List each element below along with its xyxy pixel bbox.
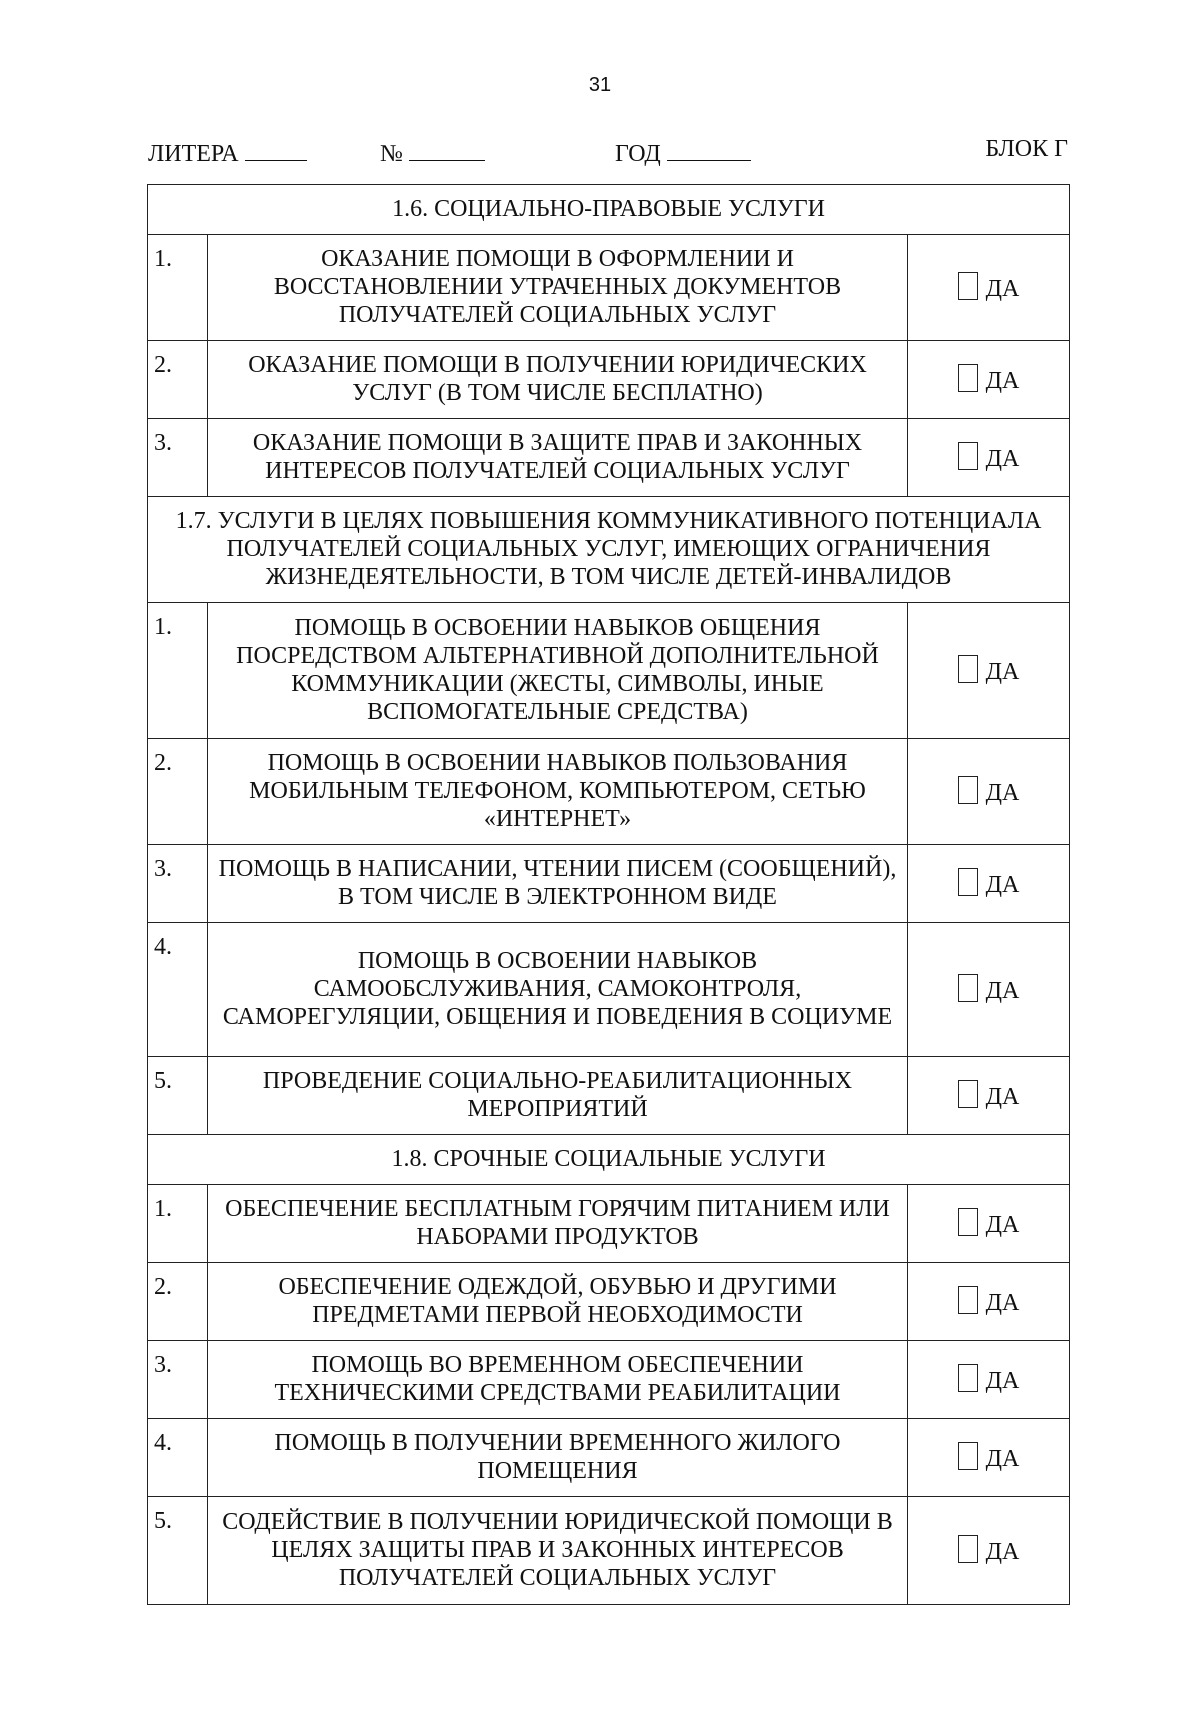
block-label: БЛОК Г	[985, 136, 1068, 162]
section-title: 1.8. СРОЧНЫЕ СОЦИАЛЬНЫЕ УСЛУГИ	[148, 1135, 1070, 1185]
year-label: ГОД	[615, 141, 661, 167]
yes-label: ДА	[985, 1368, 1020, 1394]
table-row	[148, 235, 1070, 341]
yes-checkbox-cell[interactable]	[908, 1341, 1070, 1419]
yes-checkbox[interactable]	[958, 1286, 978, 1314]
yes-checkbox[interactable]	[958, 442, 978, 470]
yes-checkbox[interactable]	[958, 776, 978, 804]
item-number: 2.	[148, 1263, 208, 1341]
section-title: 1.6. СОЦИАЛЬНО-ПРАВОВЫЕ УСЛУГИ	[148, 185, 1070, 235]
year-field[interactable]	[615, 136, 751, 168]
table-row	[148, 1419, 1070, 1497]
yes-checkbox-cell[interactable]	[908, 341, 1070, 419]
yes-checkbox-cell[interactable]	[908, 923, 1070, 1057]
item-number: 5.	[148, 1497, 208, 1605]
yes-checkbox-cell[interactable]	[908, 1263, 1070, 1341]
yes-label: ДА	[985, 1539, 1020, 1565]
section-row	[148, 497, 1070, 603]
item-text: СОДЕЙСТВИЕ В ПОЛУЧЕНИИ ЮРИДИЧЕСКОЙ ПОМОЩИ В ЦЕЛЯХ ЗАЩИТЫ ПРАВ И ЗАКОННЫХ ИНТЕРЕСОВ ПОЛУЧАТЕЛЕЙ СОЦИАЛЬНЫХ УСЛУГ	[208, 1497, 908, 1605]
yes-checkbox[interactable]	[958, 1208, 978, 1236]
yes-label: ДА	[985, 780, 1020, 806]
yes-label: ДА	[985, 1212, 1020, 1238]
yes-checkbox-cell[interactable]	[908, 1497, 1070, 1605]
number-blank[interactable]	[409, 136, 485, 161]
number-label: №	[380, 141, 403, 167]
litera-label: ЛИТЕРА	[148, 141, 239, 167]
table-row	[148, 603, 1070, 739]
yes-checkbox-cell[interactable]	[908, 419, 1070, 497]
item-number: 1.	[148, 1185, 208, 1263]
litera-field[interactable]	[148, 136, 307, 168]
table-row	[148, 739, 1070, 845]
item-number: 3.	[148, 419, 208, 497]
yes-checkbox[interactable]	[958, 655, 978, 683]
yes-checkbox[interactable]	[958, 868, 978, 896]
table-row	[148, 1263, 1070, 1341]
yes-checkbox[interactable]	[958, 1442, 978, 1470]
item-text: ОКАЗАНИЕ ПОМОЩИ В ПОЛУЧЕНИИ ЮРИДИЧЕСКИХ УСЛУГ (В ТОМ ЧИСЛЕ БЕСПЛАТНО)	[208, 341, 908, 419]
table-row	[148, 1341, 1070, 1419]
yes-checkbox[interactable]	[958, 974, 978, 1002]
yes-label: ДА	[985, 368, 1020, 394]
item-text: ПОМОЩЬ В ОСВОЕНИИ НАВЫКОВ ОБЩЕНИЯ ПОСРЕДСТВОМ АЛЬТЕРНАТИВНОЙ ДОПОЛНИТЕЛЬНОЙ КОММУНИКАЦИИ (ЖЕСТЫ, СИМВОЛЫ, ИНЫЕ ВСПОМОГАТЕЛЬНЫЕ СРЕДСТВА)	[208, 603, 908, 739]
item-number: 4.	[148, 923, 208, 1057]
number-field[interactable]	[380, 136, 485, 168]
yes-label: ДА	[985, 1084, 1020, 1110]
item-text: ОКАЗАНИЕ ПОМОЩИ В ЗАЩИТЕ ПРАВ И ЗАКОННЫХ ИНТЕРЕСОВ ПОЛУЧАТЕЛЕЙ СОЦИАЛЬНЫХ УСЛУГ	[208, 419, 908, 497]
item-number: 1.	[148, 235, 208, 341]
yes-checkbox[interactable]	[958, 1080, 978, 1108]
yes-label: ДА	[985, 1290, 1020, 1316]
yes-label: ДА	[985, 446, 1020, 472]
item-text: ПРОВЕДЕНИЕ СОЦИАЛЬНО-РЕАБИЛИТАЦИОННЫХ МЕРОПРИЯТИЙ	[208, 1057, 908, 1135]
item-number: 3.	[148, 845, 208, 923]
item-text: ОБЕСПЕЧЕНИЕ БЕСПЛАТНЫМ ГОРЯЧИМ ПИТАНИЕМ ИЛИ НАБОРАМИ ПРОДУКТОВ	[208, 1185, 908, 1263]
yes-checkbox-cell[interactable]	[908, 1185, 1070, 1263]
yes-checkbox[interactable]	[958, 272, 978, 300]
item-number: 3.	[148, 1341, 208, 1419]
item-number: 1.	[148, 603, 208, 739]
yes-label: ДА	[985, 659, 1020, 685]
item-text: ПОМОЩЬ В ПОЛУЧЕНИИ ВРЕМЕННОГО ЖИЛОГО ПОМЕЩЕНИЯ	[208, 1419, 908, 1497]
yes-checkbox-cell[interactable]	[908, 739, 1070, 845]
table-row	[148, 419, 1070, 497]
yes-checkbox[interactable]	[958, 1535, 978, 1563]
item-text: ПОМОЩЬ В ОСВОЕНИИ НАВЫКОВ САМООБСЛУЖИВАНИЯ, САМОКОНТРОЛЯ, САМОРЕГУЛЯЦИИ, ОБЩЕНИЯ И ПОВЕДЕНИЯ В СОЦИУМЕ	[208, 923, 908, 1057]
item-text: ОБЕСПЕЧЕНИЕ ОДЕЖДОЙ, ОБУВЬЮ И ДРУГИМИ ПРЕДМЕТАМИ ПЕРВОЙ НЕОБХОДИМОСТИ	[208, 1263, 908, 1341]
section-row	[148, 1135, 1070, 1185]
item-number: 2.	[148, 739, 208, 845]
table-row	[148, 845, 1070, 923]
yes-checkbox-cell[interactable]	[908, 1057, 1070, 1135]
yes-checkbox-cell[interactable]	[908, 603, 1070, 739]
year-blank[interactable]	[667, 136, 751, 161]
form-header	[148, 136, 1068, 170]
item-text: ПОМОЩЬ В ОСВОЕНИИ НАВЫКОВ ПОЛЬЗОВАНИЯ МОБИЛЬНЫМ ТЕЛЕФОНОМ, КОМПЬЮТЕРОМ, СЕТЬЮ «ИНТЕРНЕТ»	[208, 739, 908, 845]
item-number: 4.	[148, 1419, 208, 1497]
services-table	[147, 184, 1070, 1605]
yes-label: ДА	[985, 872, 1020, 898]
item-text: ОКАЗАНИЕ ПОМОЩИ В ОФОРМЛЕНИИ И ВОССТАНОВЛЕНИИ УТРАЧЕННЫХ ДОКУМЕНТОВ ПОЛУЧАТЕЛЕЙ СОЦИАЛЬНЫХ УСЛУГ	[208, 235, 908, 341]
page-number: 31	[588, 74, 612, 96]
yes-label: ДА	[985, 276, 1020, 302]
item-text: ПОМОЩЬ В НАПИСАНИИ, ЧТЕНИИ ПИСЕМ (СООБЩЕНИЙ), В ТОМ ЧИСЛЕ В ЭЛЕКТРОННОМ ВИДЕ	[208, 845, 908, 923]
table-row	[148, 341, 1070, 419]
section-title: 1.7. УСЛУГИ В ЦЕЛЯХ ПОВЫШЕНИЯ КОММУНИКАТИВНОГО ПОТЕНЦИАЛА ПОЛУЧАТЕЛЕЙ СОЦИАЛЬНЫХ УСЛУГ, ИМЕЮЩИХ ОГРАНИЧЕНИЯ ЖИЗНЕДЕЯТЕЛЬНОСТИ, В ТОМ ЧИСЛЕ ДЕТЕЙ-ИНВАЛИДОВ	[148, 497, 1070, 603]
yes-label: ДА	[985, 1446, 1020, 1472]
yes-checkbox-cell[interactable]	[908, 845, 1070, 923]
table-row	[148, 1057, 1070, 1135]
table-row	[148, 1497, 1070, 1605]
yes-checkbox[interactable]	[958, 1364, 978, 1392]
yes-label: ДА	[985, 978, 1020, 1004]
table-row	[148, 1185, 1070, 1263]
yes-checkbox[interactable]	[958, 364, 978, 392]
litera-blank[interactable]	[245, 136, 307, 161]
item-text: ПОМОЩЬ ВО ВРЕМЕННОМ ОБЕСПЕЧЕНИИ ТЕХНИЧЕСКИМИ СРЕДСТВАМИ РЕАБИЛИТАЦИИ	[208, 1341, 908, 1419]
table-row	[148, 923, 1070, 1057]
yes-checkbox-cell[interactable]	[908, 1419, 1070, 1497]
item-number: 5.	[148, 1057, 208, 1135]
section-row	[148, 185, 1070, 235]
yes-checkbox-cell[interactable]	[908, 235, 1070, 341]
item-number: 2.	[148, 341, 208, 419]
